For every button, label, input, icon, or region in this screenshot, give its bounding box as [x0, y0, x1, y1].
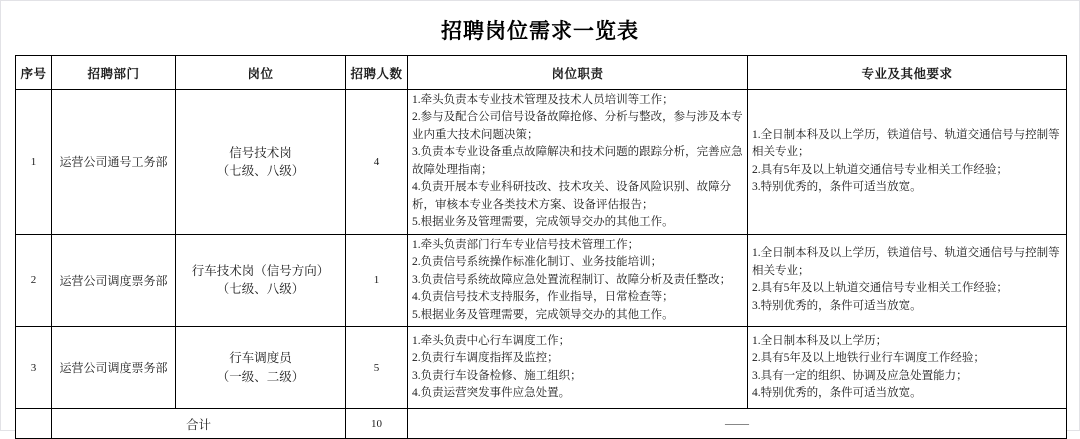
requirement-list	[752, 333, 1062, 403]
table-row	[16, 327, 1067, 409]
requirement-item: 3.特别优秀的，条件可适当放宽。	[752, 181, 922, 194]
total-headcount: 10	[346, 409, 408, 439]
requirement-item: 1.全日制本科及以上学历，铁道信号、轨道交通信号与控制等相关专业；	[752, 247, 1060, 277]
duty-item: 4.负责信号技术支持服务，作业指导，日常检查等；	[412, 291, 674, 304]
table-container	[1, 55, 1079, 439]
duty-item: 4.负责开展本专业科研技改、技术攻关、设备风险识别、故障分析，审核本专业各类技术方案、设备评估报告；	[412, 181, 732, 211]
cell-department: 运营公司调度票务部	[52, 234, 176, 326]
column-header-headcount: 招聘人数	[346, 56, 408, 90]
cell-position	[176, 90, 346, 235]
cell-position	[176, 234, 346, 326]
requirement-item: 3.特别优秀的，条件可适当放宽。	[752, 299, 922, 312]
cell-department: 运营公司调度票务部	[52, 327, 176, 409]
position-name: 信号技术岗	[229, 145, 292, 160]
total-dash: ——	[408, 409, 1067, 439]
position-name: 行车技术岗（信号方向）	[191, 264, 330, 279]
duty-item: 1.牵头负责中心行车调度工作；	[412, 334, 571, 347]
duty-item: 5.根据业务及管理需要，完成领导交办的其他工作。	[412, 216, 674, 229]
duty-item: 5.根据业务及管理需要，完成领导交办的其他工作。	[412, 308, 674, 321]
requirement-list	[752, 245, 1062, 315]
column-header-position: 岗位	[176, 56, 346, 90]
table-row	[16, 90, 1067, 235]
column-header-requirements: 专业及其他要求	[748, 56, 1067, 90]
position-name: 行车调度员	[229, 351, 292, 366]
duty-item: 1.牵头负责部门行车专业信号技术管理工作；	[412, 238, 640, 251]
duty-item: 3.负责行车设备检修、施工组织；	[412, 369, 582, 382]
cell-duties	[408, 90, 748, 235]
table-body	[16, 90, 1067, 439]
position-level: （七级、八级）	[216, 282, 305, 297]
duty-item: 3.负责本专业设备重点故障解决和技术问题的跟踪分析，完善应急故障处理指南；	[412, 146, 743, 176]
duty-item: 2.参与及配合公司信号设备故障抢修、分析与整改，参与涉及本专业内重大技术问题决策；	[412, 111, 743, 141]
duty-list	[412, 333, 743, 403]
cell-requirements	[748, 90, 1067, 235]
column-header-index: 序号	[16, 56, 52, 90]
total-label: 合计	[52, 409, 346, 439]
duty-item: 3.负责信号系统故障应急处置流程制订、故障分析及责任整改；	[412, 273, 732, 286]
cell-requirements	[748, 327, 1067, 409]
requirement-item: 2.具有5年及以上地铁行业行车调度工作经验；	[752, 352, 985, 365]
cell-headcount: 1	[346, 234, 408, 326]
total-row	[16, 409, 1067, 439]
requirement-list	[752, 127, 1062, 197]
requirement-item: 4.特别优秀的，条件可适当放宽。	[752, 387, 922, 400]
requirement-item: 1.全日制本科及以上学历；	[752, 334, 888, 347]
cell-requirements	[748, 234, 1067, 326]
duty-item: 1.牵头负责本专业技术管理及技术人员培训等工作；	[412, 94, 674, 106]
cell-index: 3	[16, 327, 52, 409]
requirement-item: 2.具有5年及以上轨道交通信号专业相关工作经验；	[752, 282, 1008, 295]
duty-list	[412, 92, 743, 232]
header-row	[16, 56, 1067, 90]
table-header	[16, 56, 1067, 90]
column-header-duties: 岗位职责	[408, 56, 748, 90]
cell-index: 1	[16, 90, 52, 235]
duty-item: 2.负责行车调度指挥及监控；	[412, 352, 559, 365]
cell-index: 2	[16, 234, 52, 326]
duty-item: 4.负责运营突发事件应急处置。	[412, 387, 571, 400]
column-header-department: 招聘部门	[52, 56, 176, 90]
duty-item: 2.负责信号系统操作标准化制订、业务技能培训；	[412, 256, 663, 269]
recruitment-table	[15, 55, 1067, 439]
position-level: （一级、二级）	[216, 369, 305, 384]
position-level: （七级、八级）	[216, 163, 305, 178]
requirement-item: 2.具有5年及以上轨道交通信号专业相关工作经验；	[752, 163, 1008, 176]
cell-department: 运营公司通号工务部	[52, 90, 176, 235]
cell-duties	[408, 327, 748, 409]
table-row	[16, 234, 1067, 326]
cell-duties	[408, 234, 748, 326]
cell-headcount: 5	[346, 327, 408, 409]
page-title: 招聘岗位需求一览表	[441, 20, 639, 43]
cell-position	[176, 327, 346, 409]
requirement-item: 1.全日制本科及以上学历，铁道信号、轨道交通信号与控制等相关专业；	[752, 128, 1060, 159]
duty-list	[412, 237, 743, 324]
cell-headcount: 4	[346, 90, 408, 235]
total-empty-cell	[16, 409, 52, 439]
requirement-item: 3.具有一定的组织、协调及应急处置能力；	[752, 369, 968, 382]
